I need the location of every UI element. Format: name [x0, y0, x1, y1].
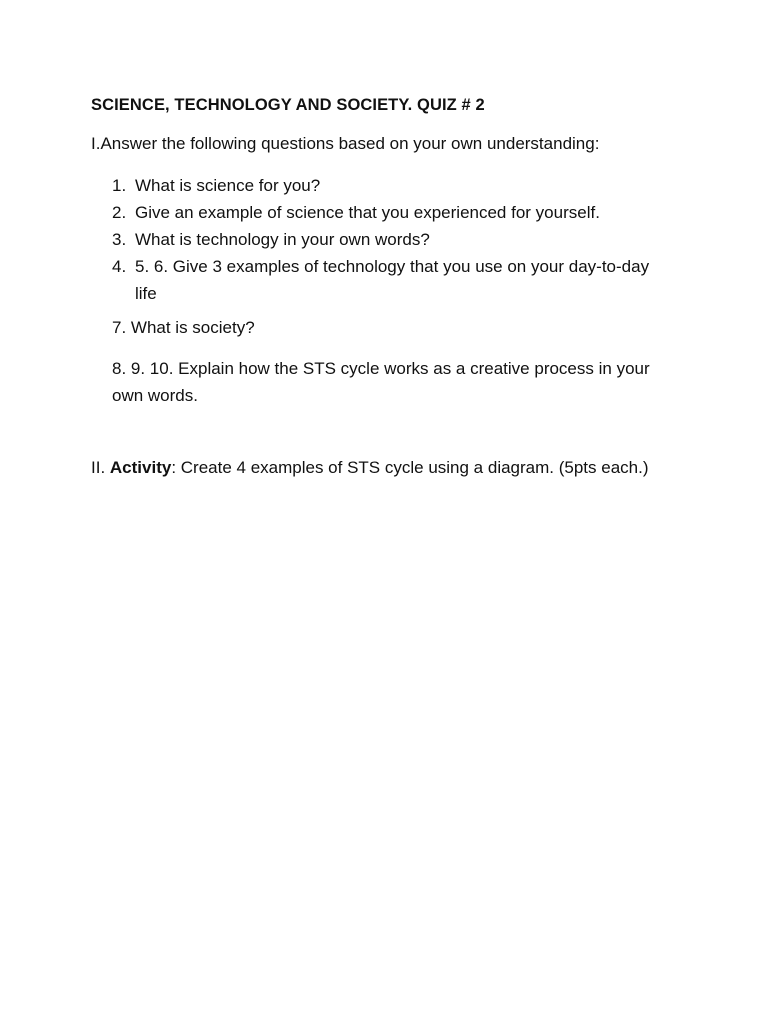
list-item — [112, 226, 672, 253]
activity-label: Activity — [109, 458, 172, 477]
question-number: 4. — [112, 257, 127, 276]
question-text: What is technology in your own words? — [135, 230, 430, 249]
part2-activity — [91, 458, 649, 478]
question-8: 8. 9. 10. Explain how the STS cycle works as a creative process in your own words. — [112, 359, 650, 405]
question-7: 7. What is society? — [112, 318, 255, 337]
list-item — [112, 172, 672, 199]
question-number: 1. — [112, 176, 127, 195]
list-item — [112, 253, 672, 307]
question-text: Give an example of science that you experienced for yourself. — [135, 203, 600, 222]
question-number: 2. — [112, 203, 127, 222]
quiz-title: SCIENCE, TECHNOLOGY AND SOCIETY. QUIZ # 2 — [91, 96, 485, 114]
activity-text: : Create 4 examples of STS cycle using a diagram. (5pts each.) — [171, 458, 649, 477]
question-text: What is science for you? — [135, 176, 321, 195]
question-number: 3. — [112, 230, 127, 249]
part1-instruction: I.Answer the following questions based on your own understanding: — [91, 134, 600, 153]
question-text: 5. 6. Give 3 examples of technology that you use on your day-to-day life — [135, 257, 650, 303]
list-item — [112, 199, 672, 226]
part2-prefix: II. — [91, 458, 110, 477]
question-list — [112, 172, 672, 307]
